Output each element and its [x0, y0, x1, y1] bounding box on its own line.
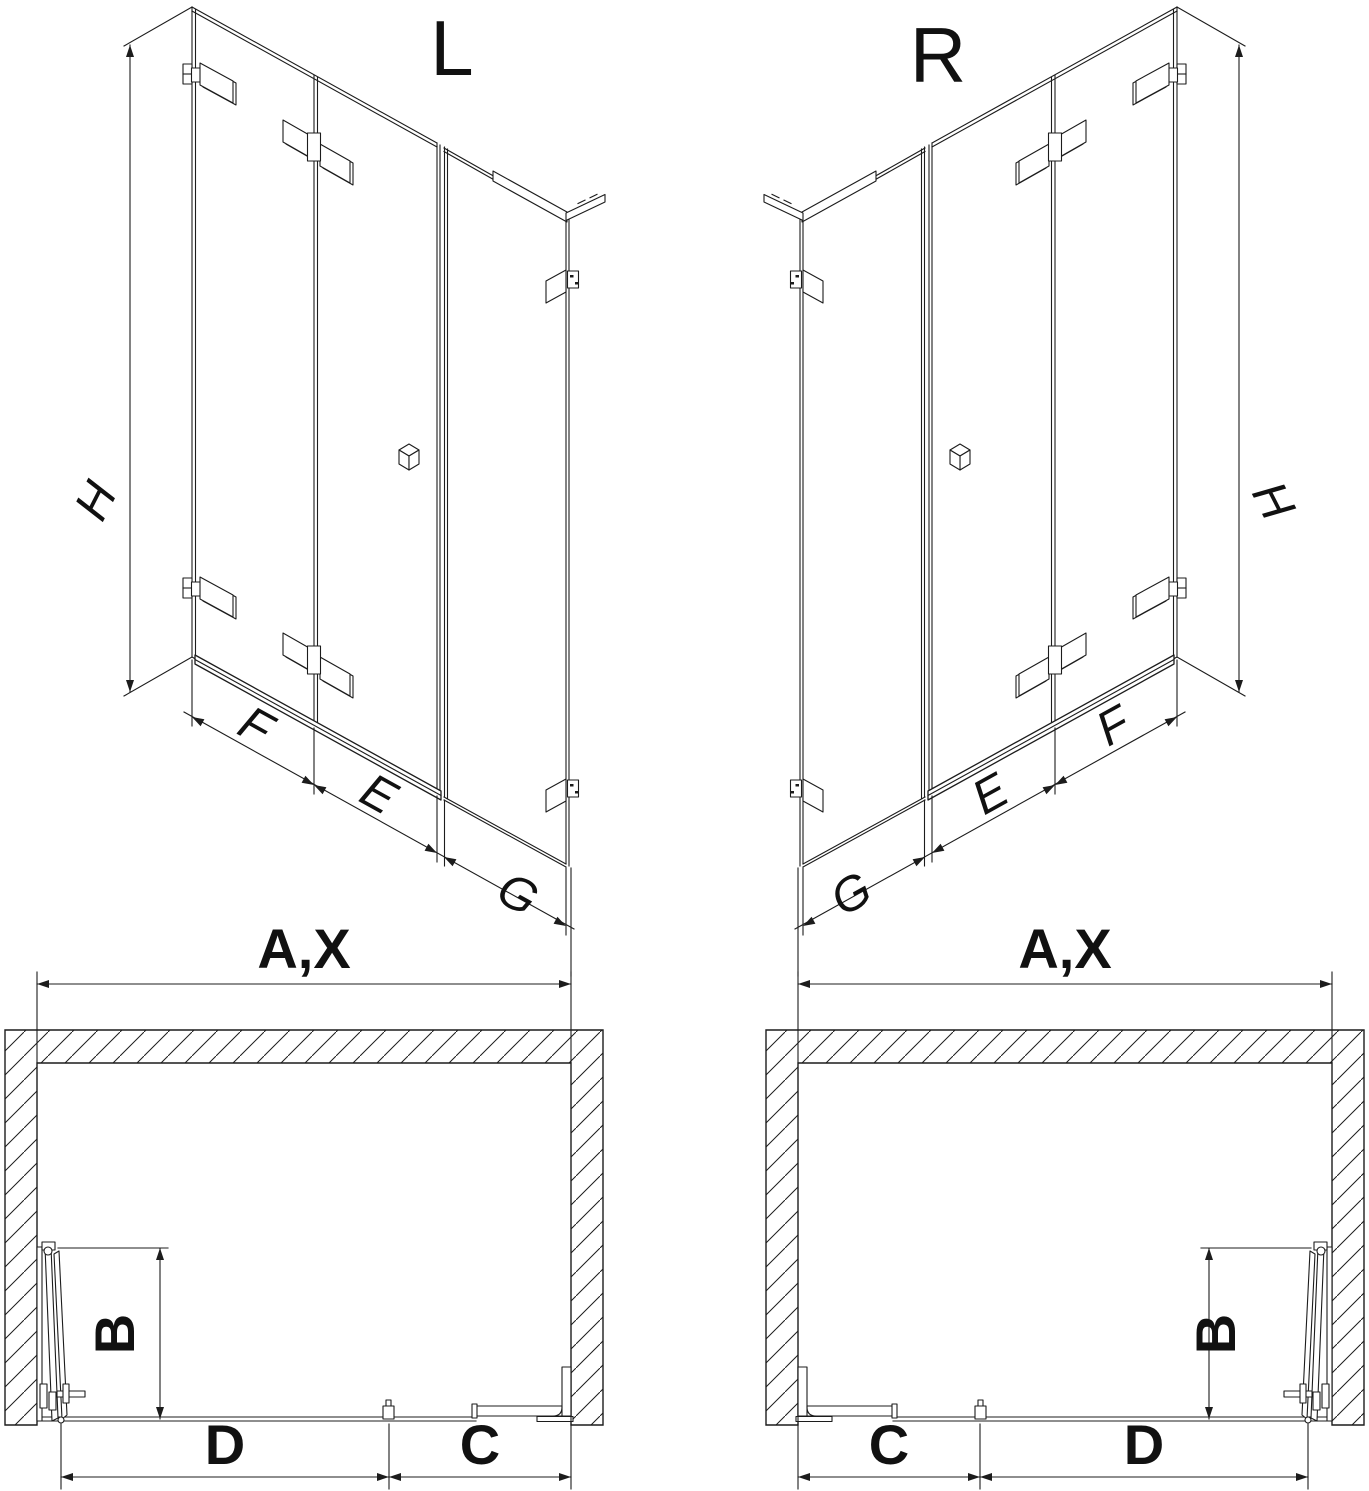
iso-right-geometry	[764, 7, 1245, 976]
iso-view-right	[764, 7, 1304, 976]
plan-view-right	[766, 917, 1364, 1489]
height-label-right: H	[1241, 473, 1305, 529]
segment-label-f-right: F	[1087, 696, 1140, 757]
iso-left-geometry	[124, 7, 605, 976]
segment-label-e-right: E	[963, 763, 1018, 826]
variant-label-left: L	[430, 4, 474, 92]
segment-label-e-left: E	[351, 763, 406, 826]
segment-label-c-right: C	[868, 1413, 910, 1476]
segment-label-g-left: G	[488, 862, 547, 927]
iso-view-left	[65, 4, 605, 976]
segment-label-c-left: C	[459, 1413, 501, 1476]
height-label-left: H	[64, 473, 128, 529]
variant-label-right: R	[909, 11, 967, 99]
segment-label-f-left: F	[229, 696, 282, 757]
plan-left-walls	[5, 1030, 603, 1425]
door-projection-label-right: B	[1184, 1313, 1247, 1355]
overall-width-label-right: A,X	[1018, 917, 1112, 980]
plan-right-walls	[766, 1030, 1364, 1425]
overall-width-label-left: A,X	[257, 917, 351, 980]
segment-label-g-right: G	[822, 862, 881, 927]
segment-label-d-right: D	[1123, 1413, 1165, 1476]
door-projection-label-left: B	[83, 1313, 146, 1355]
segment-label-d-left: D	[204, 1413, 246, 1476]
plan-view-left	[5, 917, 603, 1489]
